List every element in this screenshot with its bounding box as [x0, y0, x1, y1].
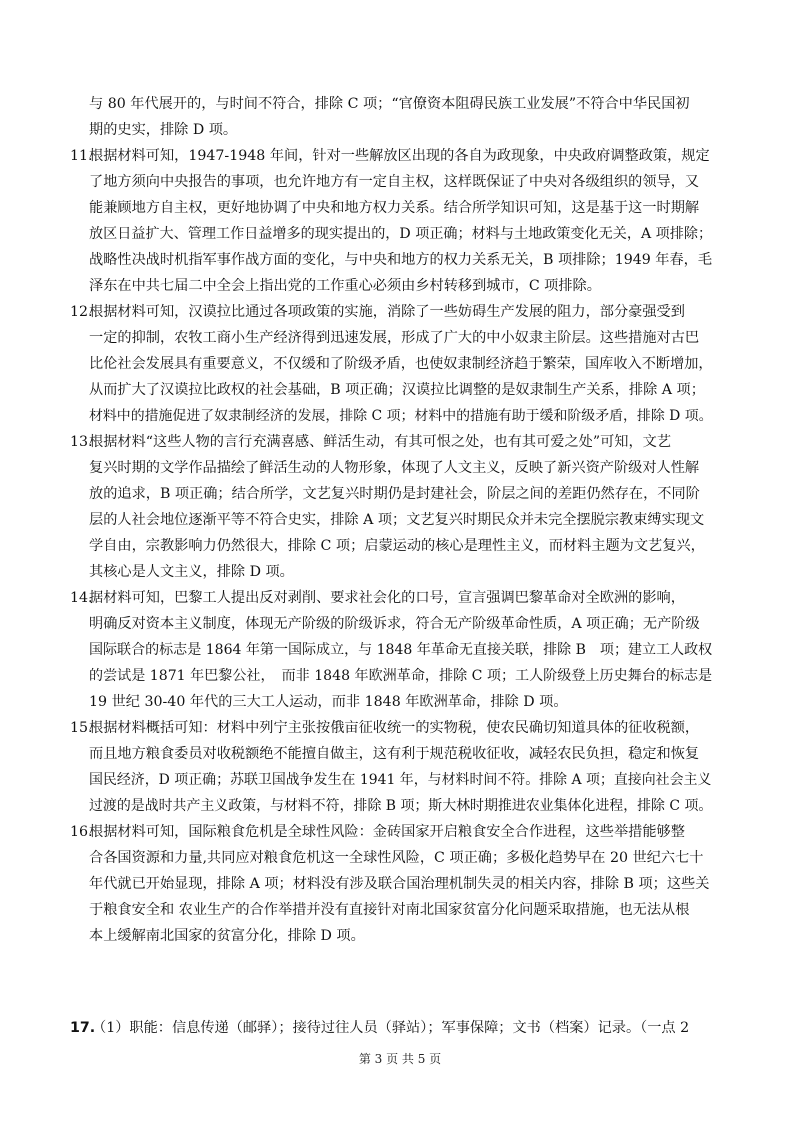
text-line: 19 世纪 30-40 年代的三大工人运动，而非 1848 年欧洲革命，排除 D 项。: [89, 694, 568, 710]
text-line: 泽东在中共七届二中全会上指出党的工作重心必须由乡村转移到城市，C 项排除。: [89, 278, 601, 294]
text-line: 明确反对资本主义制度，体现无产阶级的阶级诉求，符合无产阶级革命性质，A 项正确；无产阶级: [89, 616, 700, 632]
text-line: 国民经济，D 项正确；苏联卫国战争发生在 1941 年，与材料时间不符。排除 A 项；直接向社会主义: [89, 772, 712, 788]
text-line: 年代就已开始显现，排除 A 项；材料没有涉及联合国治理机制失灵的相关内容，排除 B 项；这些关: [89, 876, 710, 892]
text-line: 从而扩大了汉谟拉比政权的社会基础，B 项正确；汉谟拉比调整的是奴隶制生产关系，排除 A 项；: [89, 382, 705, 398]
text-line: 据材料可知，巴黎工人提出反对剥削、要求社会化的口号，宣言强调巴黎革命对全欧洲的影响，: [89, 590, 685, 606]
text-line: 根据材料概括可知：材料中列宁主张按俄亩征收统一的实物税，使农民确切知道具体的征收税额，: [89, 720, 700, 736]
text-line: 的尝试是 1871 年巴黎公社， 而非 1848 年欧洲革命，排除 C 项；工人阶级登上历史舞台的标志是: [89, 668, 713, 684]
text-line: 而且地方粮食委员对收税额绝不能擅自做主，这有利于规范税收征收，减轻农民负担，稳定和恢复: [89, 746, 700, 762]
text-line: 放区日益扩大、管理工作日益增多的现实提出的，D 项正确；材料与土地政策变化无关，A 项排除；: [89, 226, 713, 242]
text-line: 一定的抑制，农牧工商小生产经济得到迅速发展，形成了广大的中小奴隶主阶层。这些措施对古巴: [89, 330, 700, 346]
text-line: 本上缓解南北国家的贫富分化，排除 D 项。: [89, 928, 365, 944]
text-line: 合各国资源和力量,共同应对粮食危机这一全球性风险，C 项正确；多极化趋势早在 20 世纪六七十: [89, 850, 704, 866]
text-line: 根据材料可知，1947-1948 年间，针对一些解放区出现的各自为政现象，中央政府调整政策，规定: [89, 148, 710, 164]
text-line: 比伦社会发展具有重要意义，不仅缓和了阶级矛盾，也使奴隶制经济趋于繁荣，国库收入不断增加，: [89, 356, 713, 372]
text-line: 根据材料可知，国际粮食危机是全球性风险：金砖国家开启粮食安全合作进程，这些举措能够整: [89, 824, 685, 840]
page-footer: 第 3 页 共 5 页: [358, 1052, 442, 1066]
answer-number: 12.: [70, 304, 93, 320]
text-line: 层的人社会地位逐渐平等不符合史实，排除 A 项；文艺复兴时期民众并未完全摆脱宗教束缚实现文: [89, 512, 705, 528]
text-line: 了地方须向中央报告的事项，也允许地方有一定自主权，这样既保证了中央对各级组织的领导，又: [89, 174, 700, 190]
text-line: 国际联合的标志是 1864 年第一国际成立，与 1848 年革命无直接关联，排除 B 项；建立工人政权: [89, 642, 713, 658]
text-line: 根据材料可知，汉谟拉比通过各项政策的实施，消除了一些妨碍生产发展的阻力，部分豪强受到: [89, 304, 685, 320]
text-line: 材料中的措施促进了奴隶制经济的发展，排除 C 项；材料中的措施有助于缓和阶级矛盾，排除 D 项。: [89, 408, 713, 424]
text-line: 于粮食安全和 农业生产的合作举措并没有直接针对南北国家贫富分化问题采取措施，也无法从根: [89, 902, 690, 918]
text-line: 学自由，宗教影响力仍然很大，排除 C 项；启蒙运动的核心是理性主义，而材料主题为文艺复兴，: [89, 538, 705, 554]
text-line: 战略性决战时机指军事作战方面的变化，与中央和地方的权力关系无关，B 项排除；1949 年春，毛: [89, 252, 713, 268]
text-line: 其核心是人文主义，排除 D 项。: [89, 564, 294, 580]
text-line: 能兼顾地方自主权，更好地协调了中央和地方权力关系。结合所学知识可知，这是基于这一时期解: [89, 200, 700, 216]
text-line: 放的追求，B 项正确；结合所学，文艺复兴时期仍是封建社会，阶层之间的差距仍然存在，不同阶: [89, 486, 700, 502]
text-line: 复兴时期的文学作品描绘了鲜活生动的人物形象，体现了人文主义，反映了新兴资产阶级对人性解: [89, 460, 700, 476]
answer-number: 13.: [70, 434, 93, 450]
answer-number: 17.: [70, 1020, 96, 1036]
answer-number: 15.: [70, 720, 93, 736]
answer-number: 14.: [70, 590, 93, 606]
text-line: 期的史实，排除 D 项。: [89, 122, 238, 138]
text-line: 根据材料“这些人物的言行充满喜感、鲜活生动，有其可恨之处，也有其可爱之处”可知，文艺: [89, 434, 672, 450]
text-line: 与 80 年代展开的，与时间不符合，排除 C 项；“官僚资本阻碍民族工业发展”不符合中华民国初: [89, 96, 690, 112]
answer-number: 11.: [70, 148, 93, 164]
text-line: 过渡的是战时共产主义政策，与材料不符，排除 B 项；斯大林时期推进农业集体化进程，排除 C 项。: [89, 798, 713, 814]
answer-number: 16.: [70, 824, 93, 840]
text-line: （1）职能：信息传递（邮驿）；接待过往人员（驿站）；军事保障；文书（档案）记录。（一点 2: [92, 1020, 690, 1036]
